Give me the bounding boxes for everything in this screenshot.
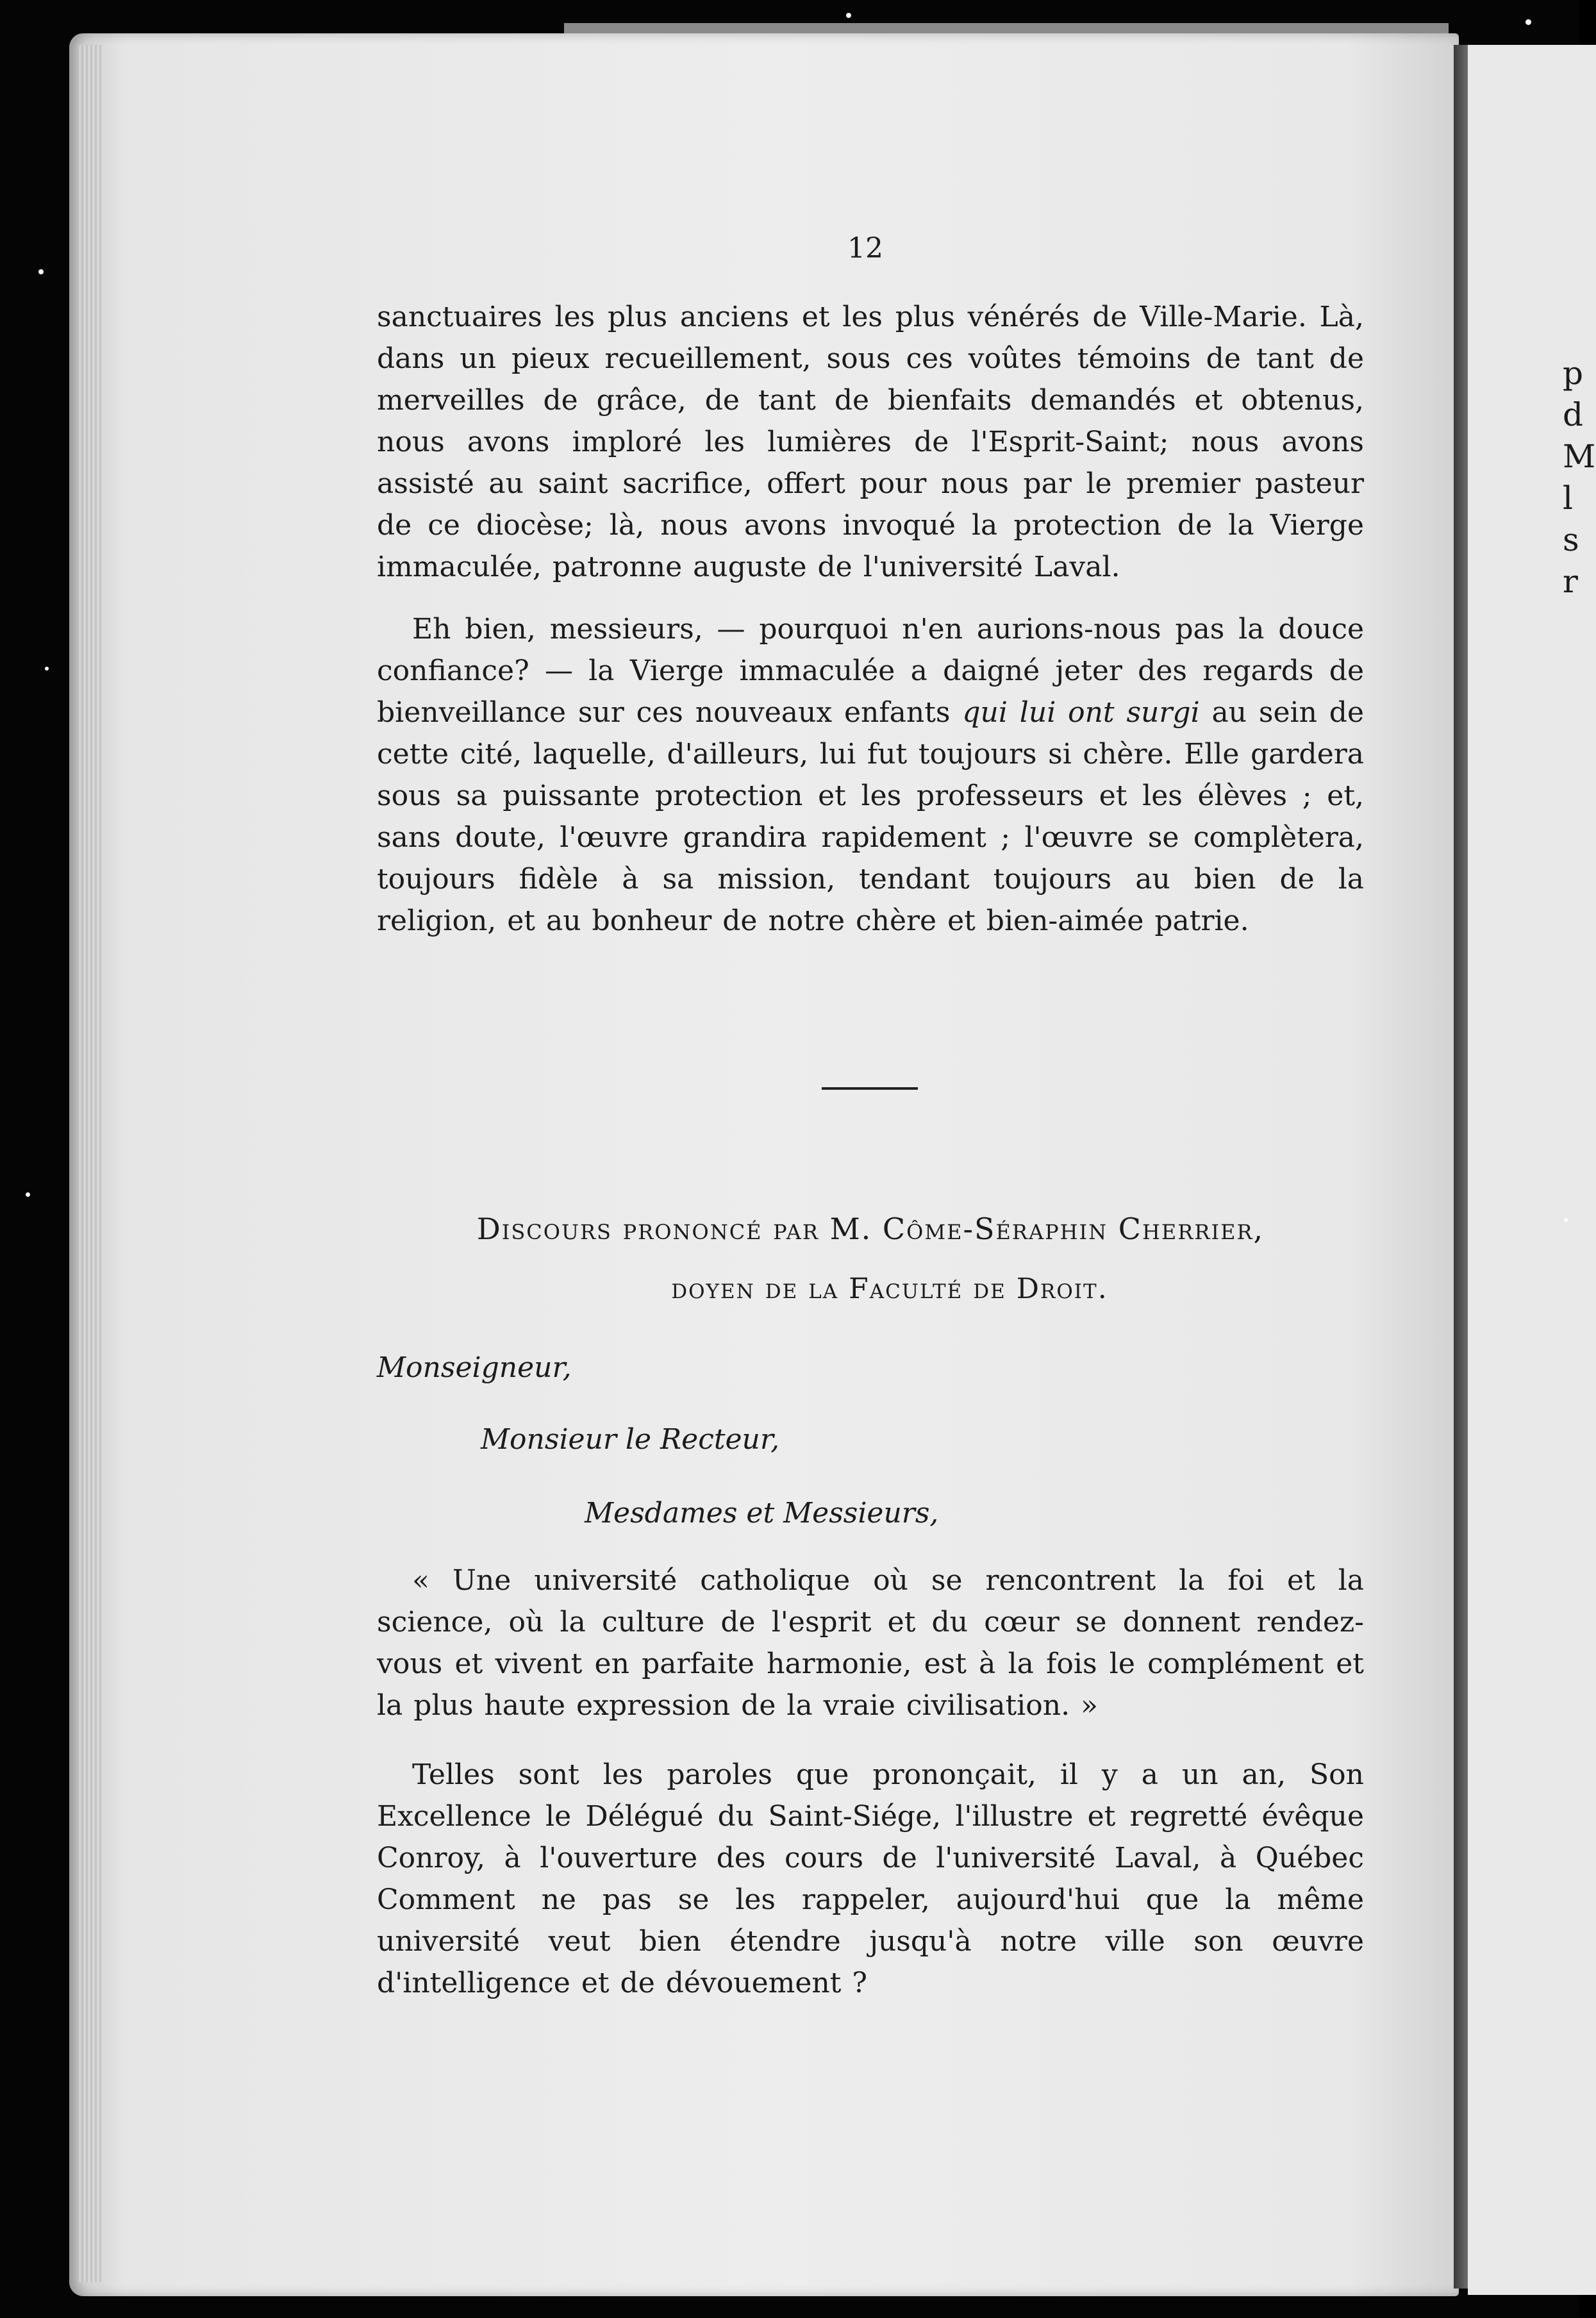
discourse-heading: Discours prononcé par M. Côme-Séraphin Cherrier, <box>476 1212 1265 1246</box>
quotation-paragraph: « Une université catholique où se rencontrent la foi et la science, où la culture de l'esprit et du cœur se donnent rendez-vous et vivent en parfaite harmonie, est à la fois le complément et la plus haute expression de la vraie civilisation. » <box>377 1564 1364 1722</box>
facing-letter: d <box>1563 396 1584 433</box>
paragraph-text: Eh bien, messieurs, — pourquoi n'en aurions-nous pas la douce confiance? — la Vierge immaculée a daigné jeter des regards de bienveillance sur ces nouveaux enfants <box>377 613 1364 729</box>
discourse-subheading: doyen de la Faculté de Droit. <box>671 1272 1108 1305</box>
facing-letter: M <box>1563 438 1596 475</box>
facing-letter: p <box>1563 354 1584 392</box>
page-edge-stack <box>77 45 103 2282</box>
scan-speck <box>38 269 44 274</box>
scan-speck <box>846 13 851 18</box>
paragraph-confidence <box>377 608 1364 942</box>
salutation-recteur: Monsieur le Recteur, <box>481 1423 780 1456</box>
page-number: 12 <box>847 232 883 265</box>
paragraph-italic-phrase: qui lui ont surgi <box>962 696 1200 729</box>
facing-letter: r <box>1563 563 1578 600</box>
scan-speck <box>45 667 49 671</box>
scan-speck <box>1525 19 1531 25</box>
paragraph-continued: sanctuaires les plus anciens et les plus vénérés de Ville-Marie. Là, dans un pieux recueillement, sous ces voûtes témoins de tant de merveilles de grâce, de tant de bienfaits demandés et obtenus, nous avons imploré les lumières de l'Esprit-Saint; nous avons assisté au saint sacrifice, offert pour nous par le premier pasteur de ce diocèse; là, nous avons invoqué la protection de la Vierge immaculée, patronne auguste de l'université Laval. <box>377 301 1364 583</box>
facing-letter: s <box>1563 521 1579 558</box>
paragraph-text: au sein de cette cité, laquelle, d'ailleurs, lui fut toujours si chère. Elle gardera sous sa puissante protection et les professeurs et les élèves ; et, sans doute, l'œuvre grandira rapidement ; l'œuvre se complètera, toujours fidèle à sa mission, tendant toujours au bien de la religion, et au bonheur de notre chère et bien-aimée patrie. <box>377 696 1364 937</box>
section-divider <box>822 1087 918 1090</box>
scan-speck <box>26 1192 30 1197</box>
facing-page-letters <box>1563 353 1595 603</box>
salutation-monseigneur: Monseigneur, <box>377 1351 572 1384</box>
scan-speck <box>1564 1218 1568 1222</box>
salutation-audience: Mesdames et Messieurs, <box>585 1497 939 1530</box>
paragraph-conroy: Telles sont les paroles que prononçait, il y a un an, Son Excellence le Délégué du Saint-Siége, l'illustre et regretté évêque Conroy, à l'ouverture des cours de l'université Laval, à Québec Comment ne pas se les rappeler, aujourd'hui que la même université veut bien étendre jusqu'à notre ville son œuvre d'intelligence et de dévouement ? <box>377 1758 1364 1999</box>
facing-letter: l <box>1563 479 1573 517</box>
book-gutter <box>1454 45 1468 2289</box>
